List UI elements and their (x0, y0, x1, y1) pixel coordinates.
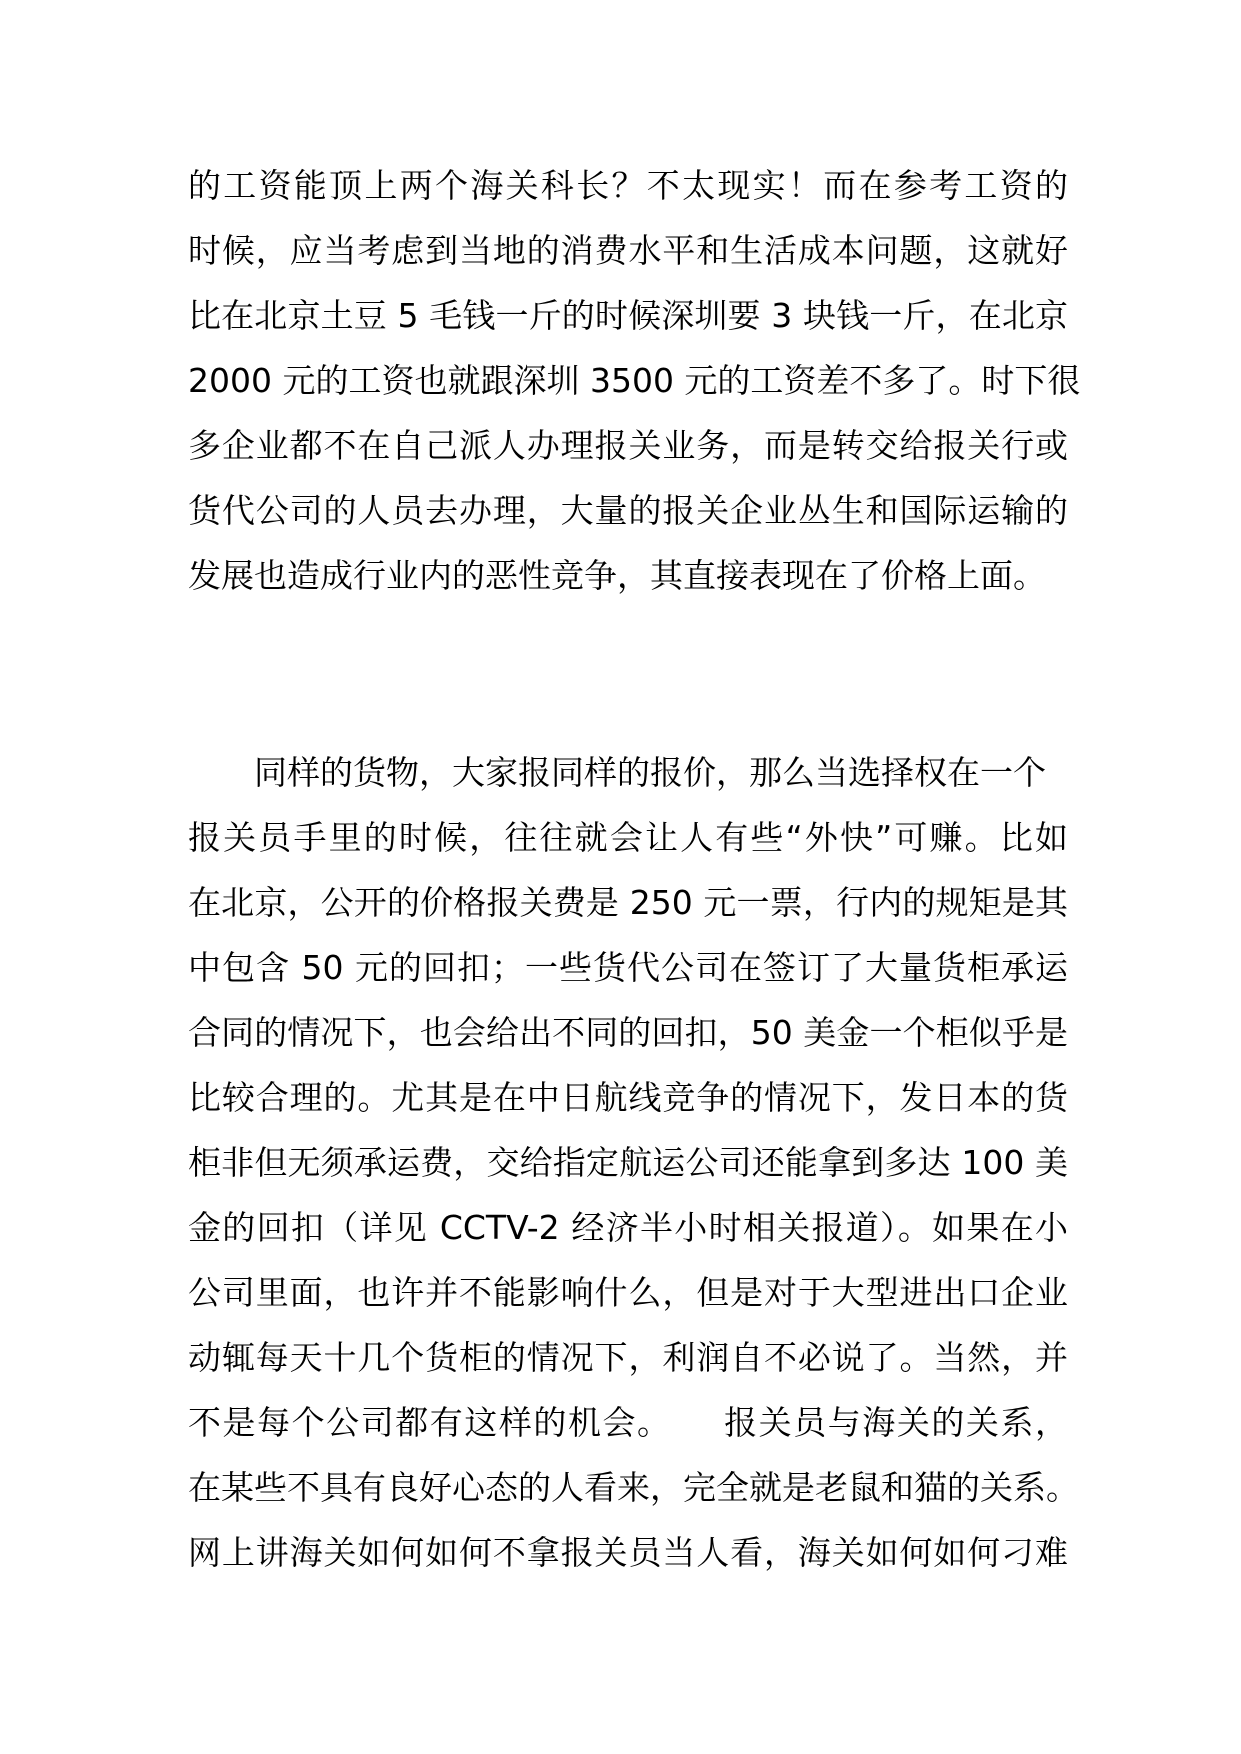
text-line: 同样的货物，大家报同样的报价，那么当选择权在一个 (188, 753, 1046, 792)
text-line: 合同的情况下，也会给出不同的回扣，50 美金一个柜似乎是 (188, 1013, 1068, 1052)
paragraph-1 (188, 153, 1081, 608)
text-line: 在某些不具有良好心态的人看来，完全就是老鼠和猫的关系。 (188, 1468, 1079, 1507)
text-line: 发展也造成行业内的恶性竞争，其直接表现在了价格上面。 (188, 556, 1046, 595)
text-line: 2000 元的工资也就跟深圳 3500 元的工资差不多了。时下很 (188, 361, 1081, 400)
text-line: 时候，应当考虑到当地的消费水平和生活成本问题，这就好 (188, 231, 1068, 270)
text-line: 公司里面，也许并不能影响什么，但是对于大型进出口企业 (188, 1273, 1068, 1312)
text-line: 柜非但无须承运费，交给指定航运公司还能拿到多达 100 美 (188, 1143, 1068, 1182)
text-line: 货代公司的人员去办理，大量的报关企业丛生和国际运输的 (188, 491, 1068, 530)
text-line: 比在北京土豆 5 毛钱一斤的时候深圳要 3 块钱一斤，在北京 (188, 296, 1068, 335)
text-line: 报关员手里的时候，往往就会让人有些“外快”可赚。比如 (188, 818, 1068, 857)
text-line: 不是每个公司都有这样的机会。 报关员与海关的关系， (188, 1403, 1068, 1442)
text-line: 动辄每天十几个货柜的情况下，利润自不必说了。当然，并 (188, 1338, 1068, 1377)
paragraph-2 (188, 740, 1079, 1585)
text-line: 网上讲海关如何如何不拿报关员当人看，海关如何如何刁难 (188, 1533, 1068, 1572)
text-line: 比较合理的。尤其是在中日航线竞争的情况下，发日本的货 (188, 1078, 1068, 1117)
text-line: 的工资能顶上两个海关科长？不太现实！而在参考工资的 (188, 166, 1068, 205)
text-line: 多企业都不在自己派人办理报关业务，而是转交给报关行或 (188, 426, 1068, 465)
text-line: 中包含 50 元的回扣；一些货代公司在签订了大量货柜承运 (188, 948, 1068, 987)
text-line: 在北京，公开的价格报关费是 250 元一票，行内的规矩是其 (188, 883, 1068, 922)
text-line: 金的回扣（详见 CCTV-2 经济半小时相关报道）。如果在小 (188, 1208, 1068, 1247)
